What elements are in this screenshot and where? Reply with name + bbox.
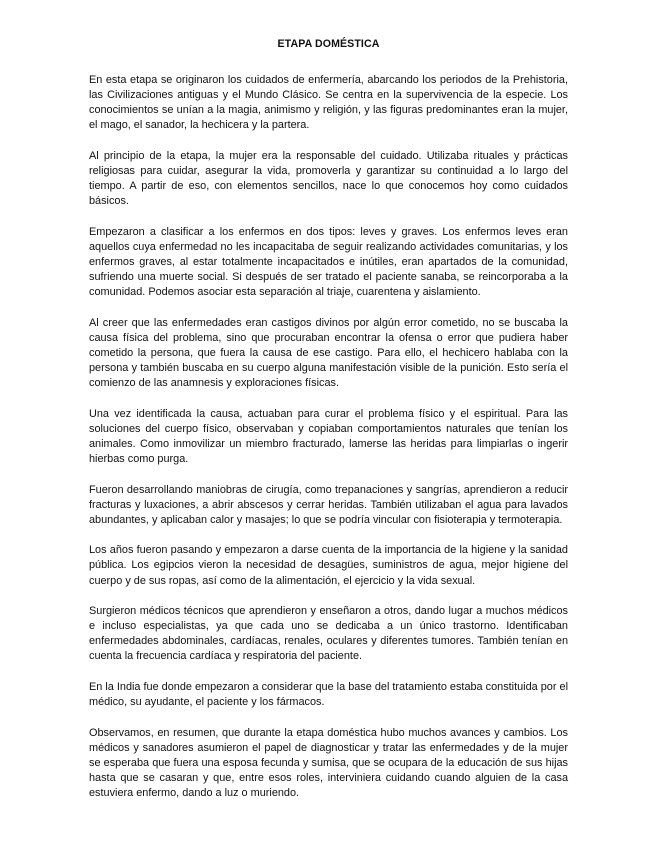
paragraph-8: Surgieron médicos técnicos que aprendieron y enseñaron a otros, dando lugar a muchos médicos e incluso especialistas, ya que cada uno se dedicaba a un único trastorno. Identificaban enfermedades abdominales, cardíacas, renales, oculares y diferentes tumores. También tenían en cuenta la frecuencia cardíaca y respiratoria del paciente. xyxy=(89,605,568,663)
paragraph-9: En la India fue donde empezaron a considerar que la base del tratamiento estaba constituida por el médico, su ayudante, el paciente y los fármacos. xyxy=(89,681,568,709)
paragraph-4: Al creer que las enfermedades eran castigos divinos por algún error cometido, no se buscaba la causa física del problema, sino que procuraban encontrar la ofensa o error que pudiera haber cometido la persona, que fuera la causa de ese castigo. Para ello, el hechicero hablaba con la persona y también buscaba en su cuerpo alguna manifestación visible de la punición. Esto sería el comienzo de las anamnesis y exploraciones físicas. xyxy=(89,316,568,390)
paragraph-5: Una vez identificada la causa, actuaban para curar el problema físico y el espiritual. Para las soluciones del cuerpo físico, observaban y copiaban comportamientos naturales que tenían los animales. Como inmovilizar un miembro fracturado, lamerse las heridas para limpiarlas o ingerir hierbas como purga. xyxy=(89,407,568,465)
paragraph-10: Observamos, en resumen, que durante la etapa doméstica hubo muchos avances y cambios. Los médicos y sanadores asumieron el papel de diagnosticar y tratar las enfermedades y de la mujer se esperaba que fuera una esposa fecunda y sumisa, que se ocupara de la educación de sus hijas hasta que se casaran y que, entre esos roles, interviniera cuidando cuando alguien de la casa estuviera enfermo, dando a luz o muriendo. xyxy=(89,726,568,800)
paragraph-6: Fueron desarrollando maniobras de cirugía, como trepanaciones y sangrías, aprendieron a reducir fracturas y luxaciones, a abrir abscesos y cerrar heridas. También utilizaban el agua para lavados abundantes, y aplicaban calor y masajes; lo que se podría vincular con fisioterapia y termoterapia. xyxy=(89,483,568,526)
paragraph-3: Empezaron a clasificar a los enfermos en dos tipos: leves y graves. Los enfermos leves eran aquellos cuya enfermedad no les incapacitaba de seguir realizando actividades comunitarias, y los enfermos graves, al estar totalmente incapacitados e inútiles, eran apartados de la comunidad, sufriendo una muerte social. Si después de ser tratado el paciente sanaba, se reincorporaba a la comunidad. Podemos asociar esta separación al triaje, cuarentena y aislamiento. xyxy=(89,225,568,299)
paragraph-2: Al principio de la etapa, la mujer era la responsable del cuidado. Utilizaba rituales y prácticas religiosas para cuidar, asegurar la vida, promoverla y garantizar su continuidad a lo largo del tiempo. A partir de eso, con elementos sencillos, nace lo que conocemos hoy como cuidados básicos. xyxy=(89,149,568,208)
document-title: ETAPA DOMÉSTICA xyxy=(277,38,380,50)
paragraph-1: En esta etapa se originaron los cuidados de enfermería, abarcando los periodos de la Prehistoria, las Civilizaciones antiguas y el Mundo Clásico. Se centra en la supervivencia de la especie. Los conocimientos se unían a la magia, animismo y religión, y las figuras predominantes eran la mujer, el mago, el sanador, la hechicera y la partera. xyxy=(89,74,568,132)
paragraph-7: Los años fueron pasando y empezaron a darse cuenta de la importancia de la higiene y la sanidad pública. Los egipcios vieron la necesidad de desagües, suministros de agua, mejor higiene del cuerpo y de sus ropas, así como de la alimentación, el ejercicio y la vida sexual. xyxy=(89,544,568,587)
